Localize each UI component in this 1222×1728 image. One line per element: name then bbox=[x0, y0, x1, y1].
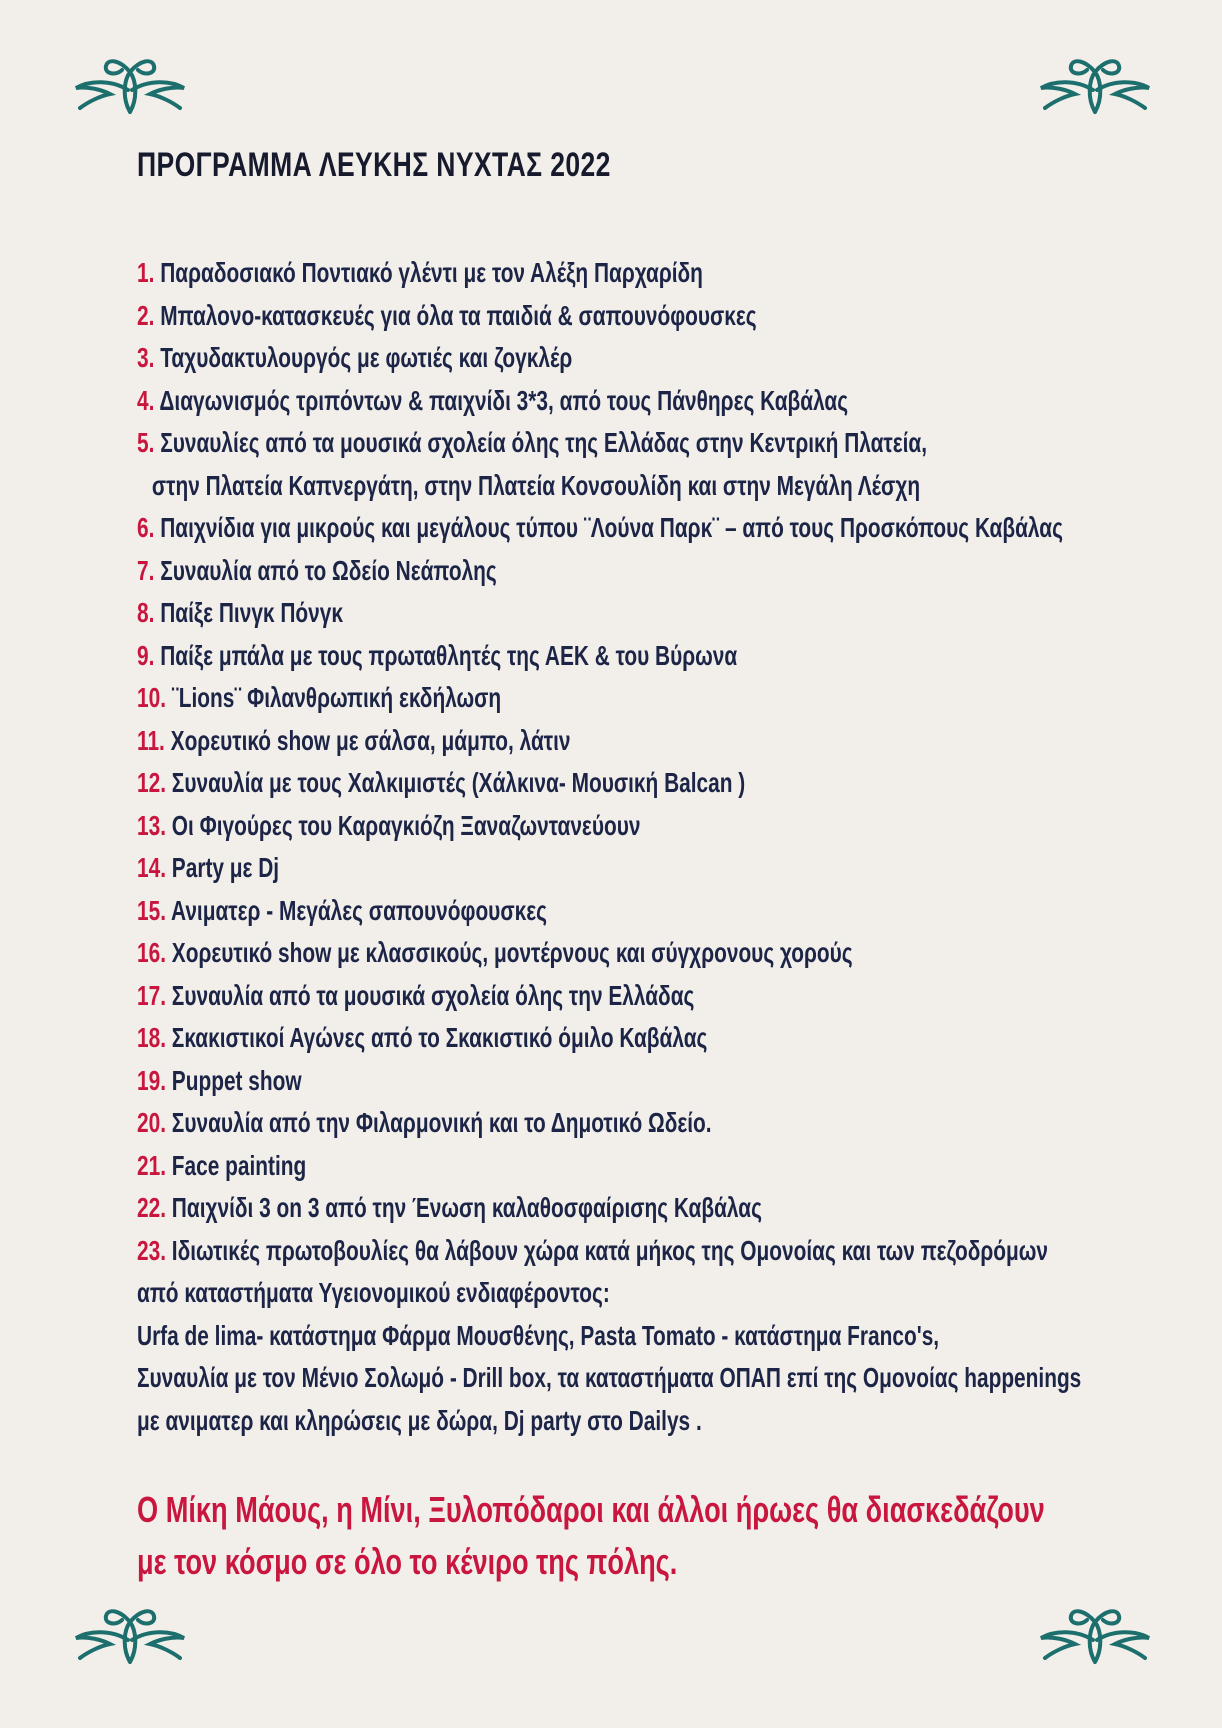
item-text: Παιχνίδια για μικρούς και μεγάλους τύπου ¨Λούνα Παρκ¨ – από τους Προσκόπους Καβάλας bbox=[160, 512, 1063, 543]
program-item bbox=[137, 465, 1180, 508]
item-number: 7. bbox=[137, 554, 155, 586]
item-text: από καταστήματα Υγειονομικού ενδιαφέροντος: bbox=[137, 1277, 610, 1308]
program-item bbox=[137, 1187, 1180, 1230]
program-item bbox=[137, 422, 1180, 465]
item-text: Συναυλία με τον Μένιο Σολωμό - Drill box, τα καταστήματα ΟΠΑΠ επί της Ομονοίας happenings bbox=[137, 1362, 1082, 1393]
program-item bbox=[137, 890, 1180, 933]
item-number: 21. bbox=[137, 1149, 167, 1181]
item-text: Διαγωνισμός τριπόντων & παιχνίδι 3*3, από τους Πάνθηρες Καβάλας bbox=[159, 384, 849, 416]
program-item bbox=[137, 1315, 1180, 1358]
item-text: Παραδοσιακό Ποντιακό γλέντι με τον Αλέξη Παρχαρίδη bbox=[160, 257, 703, 288]
item-text: Ιδιωτικές πρωτοβουλίες θα λάβουν χώρα κατά μήκος της Ομονοίας και των πεζοδρόμων bbox=[171, 1234, 1049, 1266]
item-number: 5. bbox=[137, 427, 155, 458]
page-title: ΠΡΟΓΡΑΜΜΑ ΛΕΥΚΗΣ ΝΥΧΤΑΣ 2022 bbox=[137, 146, 611, 184]
program-item bbox=[137, 550, 1180, 593]
closing-line: Ο Μίκη Μάους, η Μίνι, Ξυλοπόδαροι και άλλοι ήρωες θα διασκεδάζουν bbox=[137, 1489, 1045, 1530]
item-text: Ταχυδακτυλουργός με φωτιές και ζογκλέρ bbox=[160, 342, 573, 373]
item-number: 6. bbox=[137, 512, 155, 543]
program-item bbox=[137, 380, 1180, 423]
item-text: Παιχνίδι 3 on 3 από την Ένωση καλαθοσφαίρισης Καβάλας bbox=[171, 1192, 762, 1223]
item-number: 23. bbox=[137, 1234, 167, 1266]
program-item bbox=[137, 847, 1180, 890]
item-number: 4. bbox=[137, 384, 155, 416]
program-item bbox=[137, 337, 1180, 380]
item-number: 22. bbox=[137, 1192, 167, 1223]
program-item bbox=[137, 1145, 1180, 1188]
item-text: Σκακιστικοί Αγώνες από το Σκακιστικό όμιλο Καβάλας bbox=[171, 1022, 708, 1053]
item-number: 1. bbox=[137, 257, 155, 288]
item-text: Party με Dj bbox=[171, 852, 280, 883]
closing-line: με τον κόσμο σε όλο το κένιρο της πόλης. bbox=[137, 1541, 678, 1582]
program-item bbox=[137, 295, 1180, 338]
item-text: Face painting bbox=[171, 1149, 307, 1181]
item-text: Παίξε μπάλα με τους πρωταθλητές της ΑΕΚ & του Βύρωνα bbox=[160, 639, 738, 671]
item-number: 9. bbox=[137, 639, 155, 671]
program-item bbox=[137, 635, 1180, 678]
program-item bbox=[137, 1017, 1180, 1060]
item-text: Οι Φιγούρες του Καραγκιόζη Ξαναζωντανεύουν bbox=[171, 809, 641, 841]
item-text: Puppet show bbox=[171, 1064, 302, 1096]
program-item bbox=[137, 1230, 1180, 1273]
item-number: 18. bbox=[137, 1022, 167, 1053]
item-number: 16. bbox=[137, 937, 167, 968]
item-number: 2. bbox=[137, 299, 155, 331]
item-number: 12. bbox=[137, 767, 167, 798]
item-text: Συναυλία με τους Χαλκιμιστές (Χάλκινα- Μουσική Balcan ) bbox=[171, 767, 746, 798]
program-item bbox=[137, 1272, 1180, 1315]
flourish-ornament-icon bbox=[1035, 1600, 1155, 1670]
program-item bbox=[137, 677, 1180, 720]
program-item bbox=[137, 252, 1180, 295]
program-item bbox=[137, 975, 1180, 1018]
program-item bbox=[137, 1060, 1180, 1103]
program-item bbox=[137, 805, 1180, 848]
item-text: Ανιματερ - Μεγάλες σαπουνόφουσκες bbox=[171, 894, 547, 926]
program-item bbox=[137, 720, 1180, 763]
item-number: 3. bbox=[137, 342, 155, 373]
program-item bbox=[137, 1357, 1180, 1400]
item-text: Συναυλίες από τα μουσικά σχολεία όλης της Ελλάδας στην Κεντρική Πλατεία, bbox=[160, 427, 928, 458]
item-text: στην Πλατεία Καπνεργάτη, στην Πλατεία Κονσουλίδη και στην Μεγάλη Λέσχη bbox=[151, 469, 921, 501]
item-text: Συναυλία από το Ωδείο Νεάπολης bbox=[160, 554, 497, 586]
program-list bbox=[137, 252, 1180, 1442]
program-item bbox=[137, 762, 1180, 805]
item-number: 8. bbox=[137, 597, 155, 628]
item-number: 10. bbox=[137, 682, 167, 713]
item-text: Χορευτικό show με σάλσα, μάμπο, λάτιν bbox=[170, 724, 571, 756]
program-item bbox=[137, 507, 1180, 550]
flourish-ornament-icon bbox=[70, 50, 190, 120]
item-text: Συναυλία από τα μουσικά σχολεία όλης την Ελλάδας bbox=[171, 979, 695, 1011]
program-item bbox=[137, 932, 1180, 975]
program-item bbox=[137, 1400, 1180, 1443]
program-item bbox=[137, 592, 1180, 635]
item-text: Συναυλία από την Φιλαρμονική και το Δημοτικό Ωδείο. bbox=[171, 1107, 712, 1138]
item-text: Urfa de lima- κατάστημα Φάρμα Μουσθένης, Pasta Tomato - κατάστημα Franco's, bbox=[137, 1319, 940, 1351]
closing-note bbox=[137, 1484, 1194, 1588]
item-text: Μπαλονο-κατασκευές για όλα τα παιδιά & σαπουνόφουσκες bbox=[160, 299, 757, 331]
flourish-ornament-icon bbox=[70, 1600, 190, 1670]
item-number: 19. bbox=[137, 1064, 167, 1096]
flourish-ornament-icon bbox=[1035, 50, 1155, 120]
item-text: με ανιματερ και κληρώσεις με δώρα, Dj party στο Dailys . bbox=[137, 1404, 702, 1436]
item-number: 14. bbox=[137, 852, 167, 883]
item-number: 13. bbox=[137, 809, 167, 841]
item-number: 11. bbox=[137, 724, 165, 756]
item-number: 17. bbox=[137, 979, 167, 1011]
program-item bbox=[137, 1102, 1180, 1145]
item-number: 15. bbox=[137, 894, 167, 926]
item-number: 20. bbox=[137, 1107, 167, 1138]
item-text: Παίξε Πινγκ Πόνγκ bbox=[160, 597, 344, 628]
item-text: Χορευτικό show με κλασσικούς, μοντέρνους και σύγχρονους χορούς bbox=[171, 937, 853, 968]
item-text: ¨Lions¨ Φιλανθρωπική εκδήλωση bbox=[171, 682, 502, 713]
